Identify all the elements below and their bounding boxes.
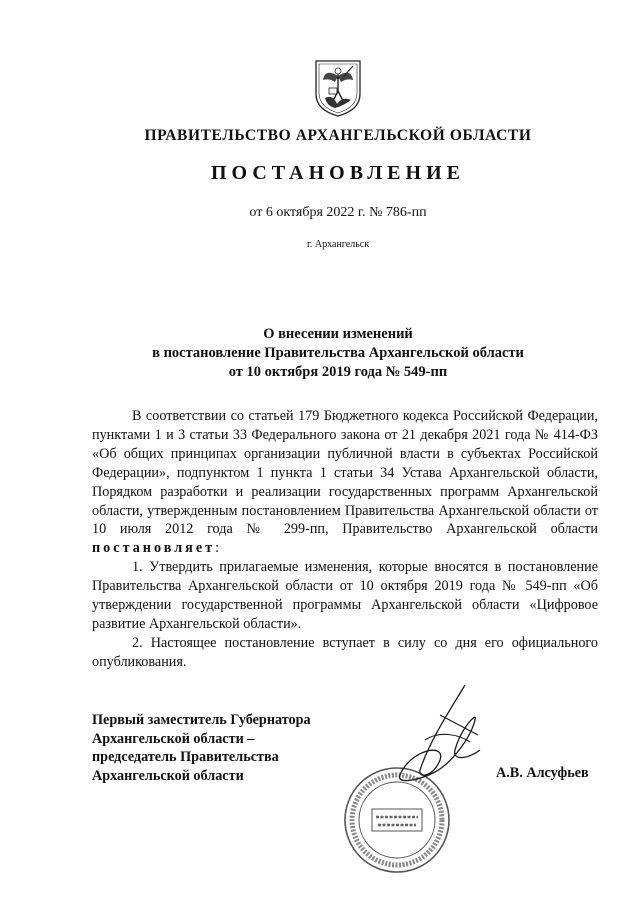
- document-type-title: ПОСТАНОВЛЕНИЕ: [211, 162, 465, 184]
- decides-word: постановляет: [92, 540, 216, 557]
- position-line: Архангельской области: [92, 767, 244, 784]
- clause-2-paragraph: 2. Настоящее постановление вступает в силу со дня его официального опубликования.: [92, 634, 598, 670]
- document-body: [92, 407, 598, 672]
- signer-name: А.В. Алсуфьев: [496, 765, 589, 781]
- handwritten-signature: [380, 680, 500, 800]
- city-name: г. Архангельск: [306, 239, 370, 250]
- preamble-paragraph: [92, 407, 598, 558]
- subject-line: О внесении изменений: [263, 326, 413, 342]
- position-line: Архангельской области –: [92, 730, 255, 747]
- subject-line: в постановление Правительства Архангельской области: [152, 345, 524, 361]
- government-name: ПРАВИТЕЛЬСТВО АРХАНГЕЛЬСКОЙ ОБЛАСТИ: [144, 127, 532, 144]
- subject-line: от 10 октября 2019 года № 549-пп: [228, 364, 448, 380]
- position-line: председатель Правительства: [92, 749, 279, 766]
- date-and-number: от 6 октября 2022 г. № 786-пп: [249, 205, 427, 220]
- clause-1-paragraph: 1. Утвердить прилагаемые изменения, которые вносятся в постановление Правительства Архангельской области от 10 октября 2019 года № 549-пп «Об утверждении государственной программы Архангельской области «Цифровое развитие Архангельской области».: [92, 559, 598, 632]
- signer-position: [92, 711, 311, 785]
- preamble-text: В соответствии со статьей 179 Бюджетного кодекса Российской Федерации, пунктами 1 и 3 статьи 33 Федерального закона от 21 декабря 2021 года № 414-ФЗ «Об общих принципах организации публичной власти в субъектах Российской Федерации», подпунктом 1 пункта 1 статьи 34 Устава Архангельской области, Порядком разработки и реализации государственных программ Архангельской области, утвержденным постановлением Правительства Архангельской области от 10 июля 2012 года № 299-пп, Правительство Архангельской области: [92, 408, 598, 538]
- position-line: Первый заместитель Губернатора: [92, 712, 311, 728]
- document-subject: [0, 325, 640, 382]
- preamble-colon: :: [215, 540, 220, 557]
- coat-of-arms-icon: [313, 58, 363, 118]
